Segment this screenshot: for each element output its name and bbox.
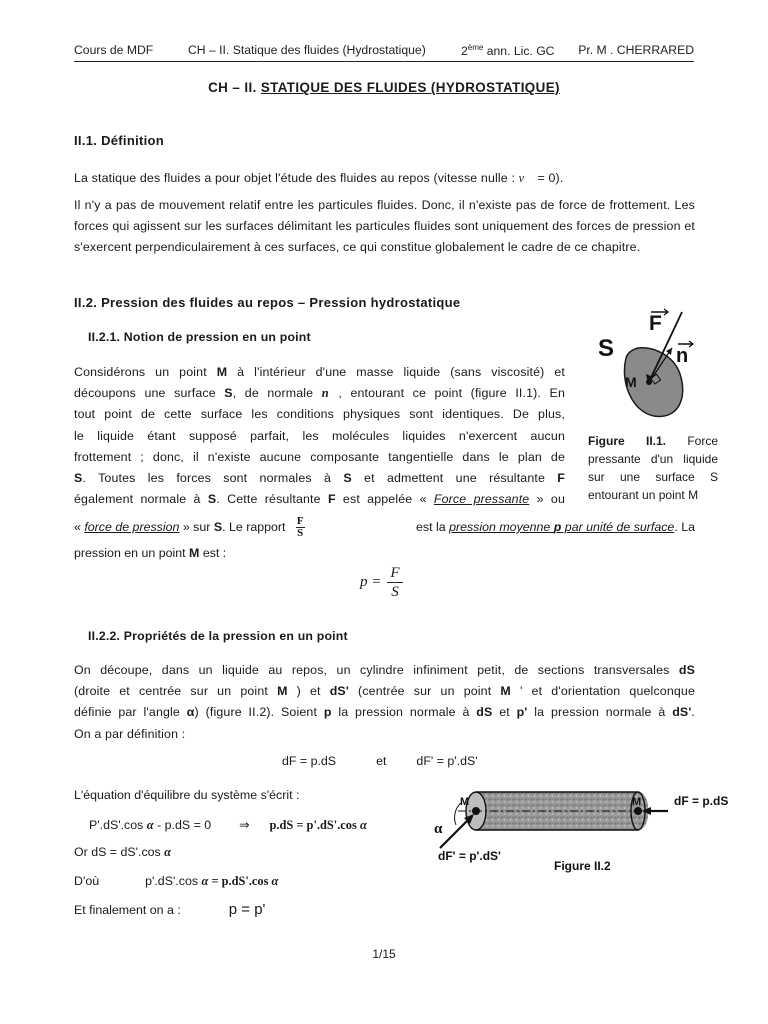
figure-ii-2 [428, 780, 738, 880]
header-author: Pr. M . CHERRARED [578, 43, 694, 57]
ratio-fraction: $\frac{F}{S}$ [296, 515, 304, 540]
label-s: S [598, 335, 615, 362]
subsection-heading-proprietes: II.2.2. Propriétés de la pression en un point [88, 629, 348, 643]
header-course: Cours de MDF [74, 43, 154, 57]
notion-paragraph-line-9: pression en un point M est : [74, 546, 227, 560]
point-m-right [634, 807, 642, 815]
header-chapter: CH – II. Statique des fluides (Hydrostatique) [188, 43, 426, 57]
equation-final: Et finalement on a : p = p' [74, 901, 266, 918]
page-header [74, 41, 694, 62]
figure-ii-2-caption: Figure II.2 [554, 859, 611, 873]
notion-paragraph: Considérons un point M à l'intérieur d'une masse liquide (sans viscosité) et découpons une surface S, de normale n⃗, entourant ce point (figure II.1). En tout point de cette surface les conditions physiques sont identiques. De plus, le liquide étant supposé parfait, les molécules liquides n'exercent aucun frottement ; donc, il n'existe aucune composante tangentielle dans le plan de S. Toutes les forces sont normales à S et admettent une résultante F également normale à S. Cette résultante F est appelée « Force pressante » ou [74, 365, 566, 507]
label-f: F [649, 312, 662, 335]
page-title: CH – II. STATIQUE DES FLUIDES (HYDROSTATIQUE) [208, 80, 560, 95]
equation-equilibrium: P'.dS'.cos α - p.dS = 0 ⇒ p.dS = p'.dS'.cos α [89, 818, 367, 832]
section-heading-pression: II.2. Pression des fluides au repos – Pression hydrostatique [74, 295, 461, 310]
header-year: 2ème ann. Lic. GC [461, 43, 555, 59]
proprietes-paragraph: On découpe, dans un liquide au repos, un cylindre infiniment petit, de sections transversales dS (droite et centrée sur un point M ) et dS' (centrée sur un point M ' et d'orientation quelconque définie par l'angle α) (figure II.2). Soient p la pression normale à dS et p' la pression normale à dS'. On a par définition : [74, 663, 696, 741]
subsection-heading-notion: II.2.1. Notion de pression en un point [88, 330, 311, 344]
svg-text:M: M [460, 796, 470, 808]
equation-or: Or dS = dS'.cos α [74, 845, 172, 859]
section-heading-definition: II.1. Définition [74, 133, 165, 148]
definition-equations: dF = p.dS et dF' = p'.dS' [282, 754, 478, 768]
definition-paragraph-1: La statique des fluides a pour objet l'étude des fluides au repos (vitesse nulle : v⃗ = 0). [74, 171, 564, 185]
notion-paragraph-line-8: « force de pression » sur S. Le rapport $\frac{F}{S}$ est la pression moyenne p par unité de surface. La [74, 515, 695, 540]
label-alpha: α [434, 821, 443, 837]
pressure-formula: p = $\frac{F}{S}$ [360, 564, 403, 601]
svg-text:M: M [632, 796, 642, 808]
figure-ii-1 [592, 300, 704, 428]
label-n: n [676, 345, 689, 367]
equation-dou: D'où p'.dS'.cos α = p.dS'.cos α [74, 874, 279, 888]
label-dfp: dF' = p'.dS' [438, 849, 501, 863]
figure-ii-1-caption: Figure II.1. Force pressante d'un liquide sur une surface S entourant un point M [588, 434, 718, 502]
point-m [646, 379, 652, 385]
definition-paragraph-2: Il n'y a pas de mouvement relatif entre les particules fluides. Donc, il n'existe pas de force de frottement. Les forces qui agissent sur les surfaces délimitant les particules fluides sont uniquement des forces de pression et s'exercent perpendiculairement à ces surfaces, ce qui constitue globalement le cadre de ce chapitre. [74, 198, 695, 255]
label-df: dF = p.dS [674, 794, 729, 808]
label-m: M [625, 374, 637, 390]
equilibrium-intro: L'équation d'équilibre du système s'écrit : [74, 788, 300, 802]
point-m-left [472, 807, 480, 815]
page-number: 1/15 [372, 947, 396, 961]
